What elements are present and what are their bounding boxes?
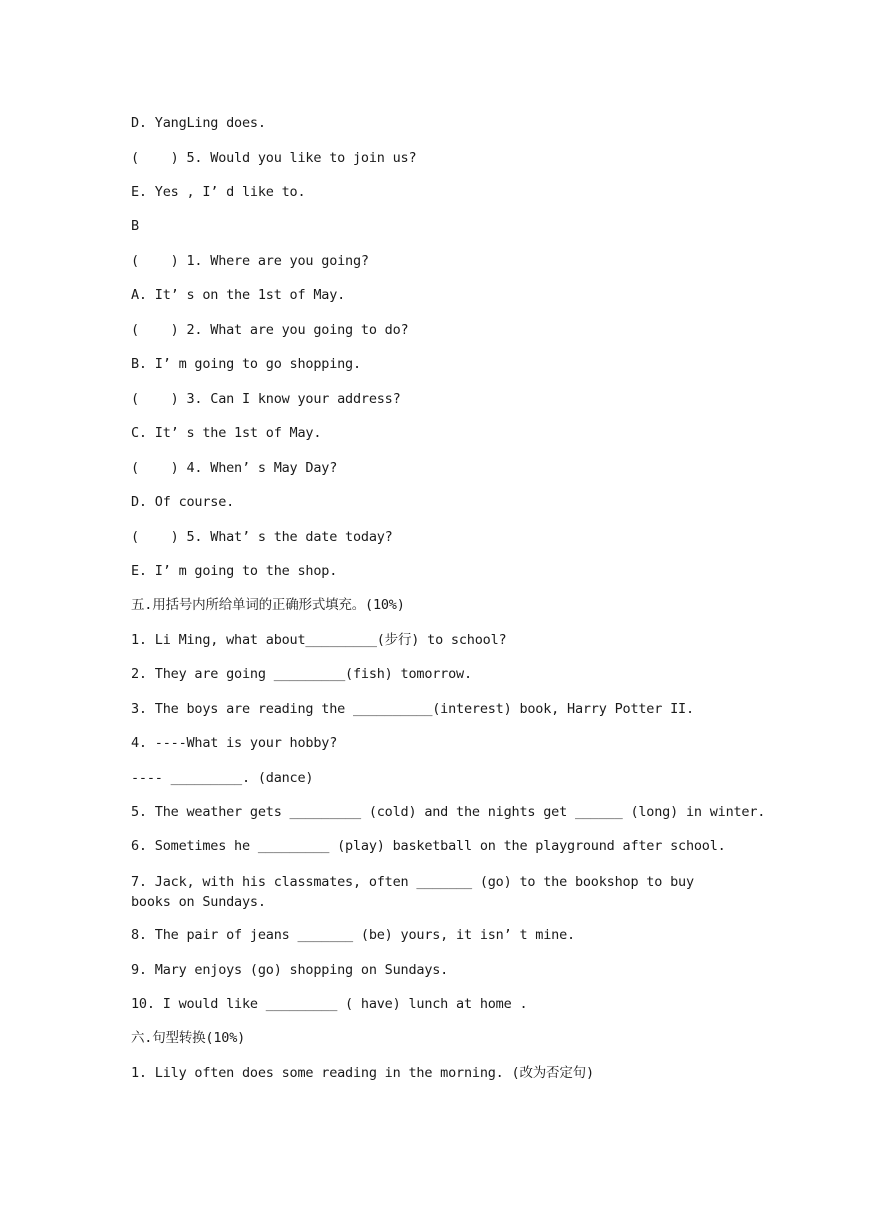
fill-item-8: 8. The pair of jeans _______ (be) yours, it isn’ t mine.	[131, 927, 575, 943]
fill-item-6: 6. Sometimes he _________ (play) basketball on the playground after school.	[131, 838, 726, 854]
question-5-line-b: ( ) 5. What’ s the date today?	[131, 529, 393, 545]
fill-item-5: 5. The weather gets _________ (cold) and the nights get ______ (long) in winter.	[131, 804, 766, 820]
section-5-heading: 五.用括号内所给单词的正确形式填充。(10%)	[131, 597, 405, 613]
question-2-line: ( ) 2. What are you going to do?	[131, 322, 409, 338]
question-1-line: ( ) 1. Where are you going?	[131, 253, 369, 269]
option-e-line-b: E. I’ m going to the shop.	[131, 563, 338, 579]
transform-item-1: 1. Lily often does some reading in the morning. (改为否定句)	[131, 1065, 594, 1081]
option-e-line: E. Yes , I’ d like to.	[131, 184, 306, 200]
option-d-line-b: D. Of course.	[131, 494, 235, 510]
option-a-line: A. It’ s on the 1st of May.	[131, 287, 346, 303]
fill-item-7: 7. Jack, with his classmates, often _______ (go) to the bookshop to buy books on Sundays.	[131, 874, 694, 910]
question-5-line: ( ) 5. Would you like to join us?	[131, 150, 417, 166]
question-4-line: ( ) 4. When’ s May Day?	[131, 460, 338, 476]
fill-item-10: 10. I would like _________ ( have) lunch at home .	[131, 996, 528, 1012]
option-d-line: D. YangLing does.	[131, 115, 266, 131]
fill-item-9: 9. Mary enjoys (go) shopping on Sundays.	[131, 962, 449, 978]
section-6-heading: 六.句型转换(10%)	[131, 1030, 246, 1046]
question-3-line: ( ) 3. Can I know your address?	[131, 391, 401, 407]
fill-item-4: 4. ----What is your hobby?	[131, 735, 338, 751]
option-b-line: B. I’ m going to go shopping.	[131, 356, 361, 372]
option-c-line: C. It’ s the 1st of May.	[131, 425, 322, 441]
fill-item-3: 3. The boys are reading the __________(interest) book, Harry Potter II.	[131, 701, 694, 717]
fill-item-1: 1. Li Ming, what about_________(步行) to school?	[131, 632, 507, 648]
fill-item-4-answer: ---- _________. (dance)	[131, 770, 314, 786]
section-b-heading: B	[131, 218, 139, 234]
fill-item-2: 2. They are going _________(fish) tomorrow.	[131, 666, 472, 682]
